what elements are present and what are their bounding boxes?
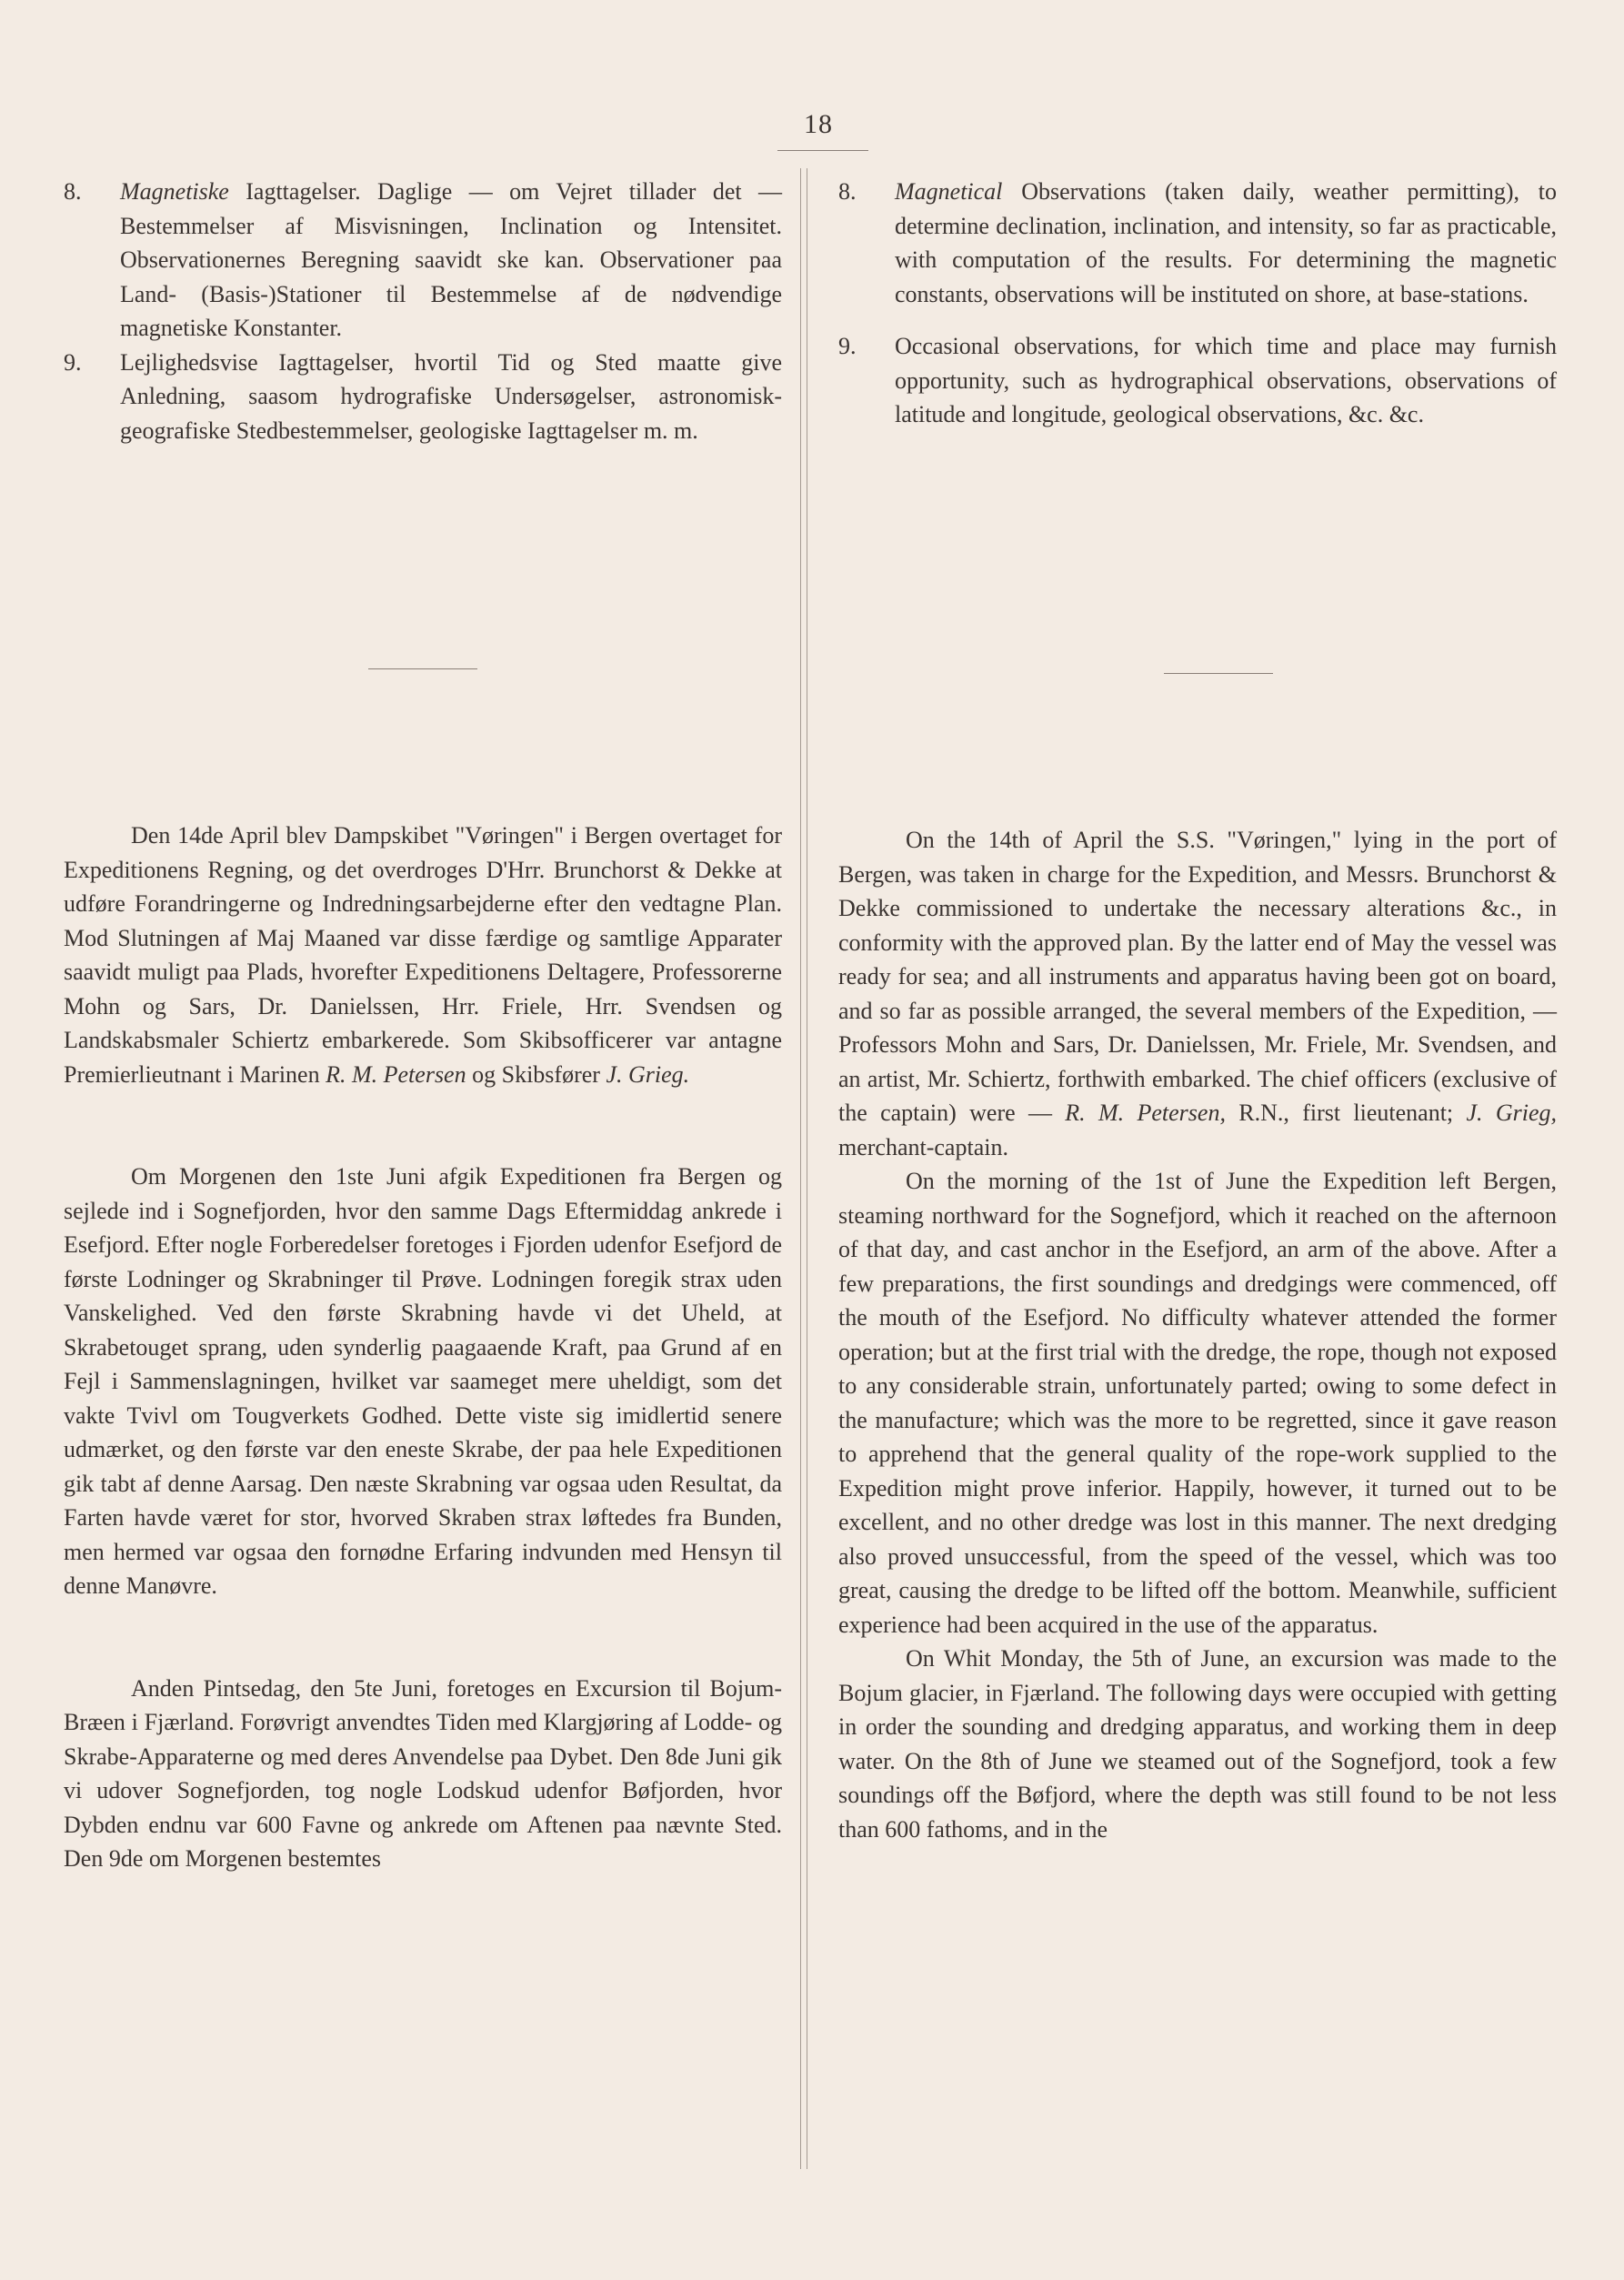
list-item (64, 175, 782, 346)
item-number: 8. (64, 178, 82, 205)
paragraph: On Whit Monday, the 5th of June, an excursion was made to the Bojum glacier, in Fjærland. The following days were occupied with getting in order the sounding and dredging apparatus, and working them in deep water. On the 8th of June we steamed out of the Sognefjord, took a few soundings off the Bøfjord, where the depth was still found to be not less than 600 fathoms, and in the (838, 1645, 1557, 1843)
section-rule-right (1164, 673, 1273, 674)
paragraph: Anden Pintsedag, den 5te Juni, foretoges en Excursion til Bojum-Bræen i Fjærland. Forøvrigt anvendtes Tiden med Klargjøring af Lodde- og Skrabe-Apparaterne og med deres Anvendelse paa Dybet. Den 8de Juni gik vi udover Sognefjorden, tog nogle Lodskud udenfor Bøfjorden, hvor Dybden endnu var 600 Favne og ankrede om Aftenen paa nævnte Sted. Den 9de om Morgenen bestemtes (64, 1674, 782, 1872)
item-text: Iagttagelser. Daglige — om Vejret tillader det — Bestemmelser af Misvisningen, Inclination og Intensitet. Observationernes Beregning saavidt ske kan. Observationer paa Land- (Basis-)Stationer til Bestemmelse af de nødvendige magnetiske Konstanter. (120, 178, 782, 341)
item-text: Lejlighedsvise Iagttagelser, hvortil Tid og Sted maatte give Anledning, saasom hydrografiske Undersøgelser, astronomisk-geografiske Stedbestemmelser, geologiske Iagttagelser m. m. (120, 348, 782, 444)
item-number: 8. (838, 178, 857, 205)
item-number: 9. (64, 348, 82, 376)
column-divider (800, 168, 807, 2169)
page-number: 18 (804, 109, 833, 139)
section-rule-left (368, 668, 477, 669)
left-body (64, 819, 782, 1876)
item-lead: Magnetical (895, 178, 1003, 205)
list-item (838, 175, 1557, 311)
paragraph: Om Morgenen den 1ste Juni afgik Expeditionen fra Bergen og sejlede ind i Sognefjorden, hvor den samme Dags Eftermiddag ankrede i Esefjord. Efter nogle Forberedelser foretoges i Fjorden udenfor Esefjord de første Lodninger og Skrabninger til Prøve. Lodningen foregik strax uden Vanskelighed. Ved den første Skrabning havde vi det Uheld, at Skrabetouget sprang, uden synderlig paagaaende Kraft, paa Grund af en Fejl i Sammenslagningen, hvilket var saameget mere uheldigt, som det vakte Tvivl om Tougverkets Godhed. Dette viste sig imidlertid senere udmærket, og den første var den eneste Skrabe, der paa hele Expeditionen gik tabt af denne Aarsag. Den næste Skrabning var ogsaa uden Resultat, da Farten havde været for stor, hvorved Skraben strax løftedes fra Bunden, men hermed var ogsaa den fornødne Erfaring indvunden med Hensyn til denne Manøvre. (64, 1163, 782, 1599)
paragraph: Den 14de April blev Dampskibet "Vøringen" i Bergen overtaget for Expeditionens Regning, og det overdroges D'Hrr. Brunchorst & Dekke at udføre Forandringerne og Indredningsarbejderne efter den vedtagne Plan. Mod Slutningen af Maj Maaned var disse færdige og samtlige Apparater saavidt muligt paa Plads, hvorefter Expeditionens Deltagere, Professorerne Mohn og Sars, Dr. Danielssen, Hrr. Friele, Hrr. Svendsen og Landskabsmaler Schiertz embarkerede. Som Skibsofficerer var antagne Premierlieutnant i Marinen R. M. Petersen og Skibsfører J. Grieg. (64, 822, 782, 1088)
header-rule (777, 150, 868, 151)
item-text: Occasional observations, for which time and place may furnish opportunity, such as hydrographical observations, observations of latitude and longitude, geological observations, &c. &c. (895, 333, 1557, 427)
right-body (838, 823, 1557, 1846)
paragraph: On the morning of the 1st of June the Expedition left Bergen, steaming northward for the Sognefjord, which it reached on the afternoon of that day, and cast anchor in the Esefjord, an arm of the above. After a few preparations, the first soundings and dredgings were commenced, off the mouth of the Esefjord. No difficulty whatever attended the former operation; but at the first trial with the dredge, the rope, though not exposed to any considerable strain, unfortunately parted; owing to some defect in the manufacture; which was the more to be regretted, since it gave reason to apprehend that the general quality of the rope-work supplied to the Expedition might prove inferior. Happily, however, it turned out to be excellent, and no other dredge was lost in this manner. The next dredging also proved unsuccessful, from the speed of the vessel, which was too great, causing the dredge to be lifted off the bottom. Meanwhile, sufficient experience had been acquired in the use of the apparatus. (838, 1168, 1557, 1638)
list-item (838, 329, 1557, 432)
item-number: 9. (838, 333, 857, 359)
item-lead: Magnetiske (120, 178, 229, 205)
paragraph: On the 14th of April the S.S. "Vøringen," lying in the port of Bergen, was taken in charge for the Expedition, and Messrs. Brunchorst & Dekke commissioned to undertake the necessary alterations &c., in conformity with the approved plan. By the latter end of May the vessel was ready for sea; and all instruments and apparatus having been got on board, and so far as possible arranged, the several members of the Expedition, — Professors Mohn and Sars, Dr. Danielssen, Mr. Friele, Mr. Svendsen, and an artist, Mr. Schiertz, forthwith embarked. The chief officers (exclusive of the captain) were — R. M. Petersen, R.N., first lieutenant; J. Grieg, merchant-captain. (838, 827, 1558, 1160)
left-list (64, 175, 782, 447)
list-item (64, 346, 782, 448)
item-text: Observations (taken daily, weather permitting), to determine declination, inclination, and intensity, so far as practicable, with computation of the results. For determining the magnetic constants, observations will be instituted on shore, at base-stations. (895, 178, 1557, 307)
right-list (838, 175, 1557, 432)
